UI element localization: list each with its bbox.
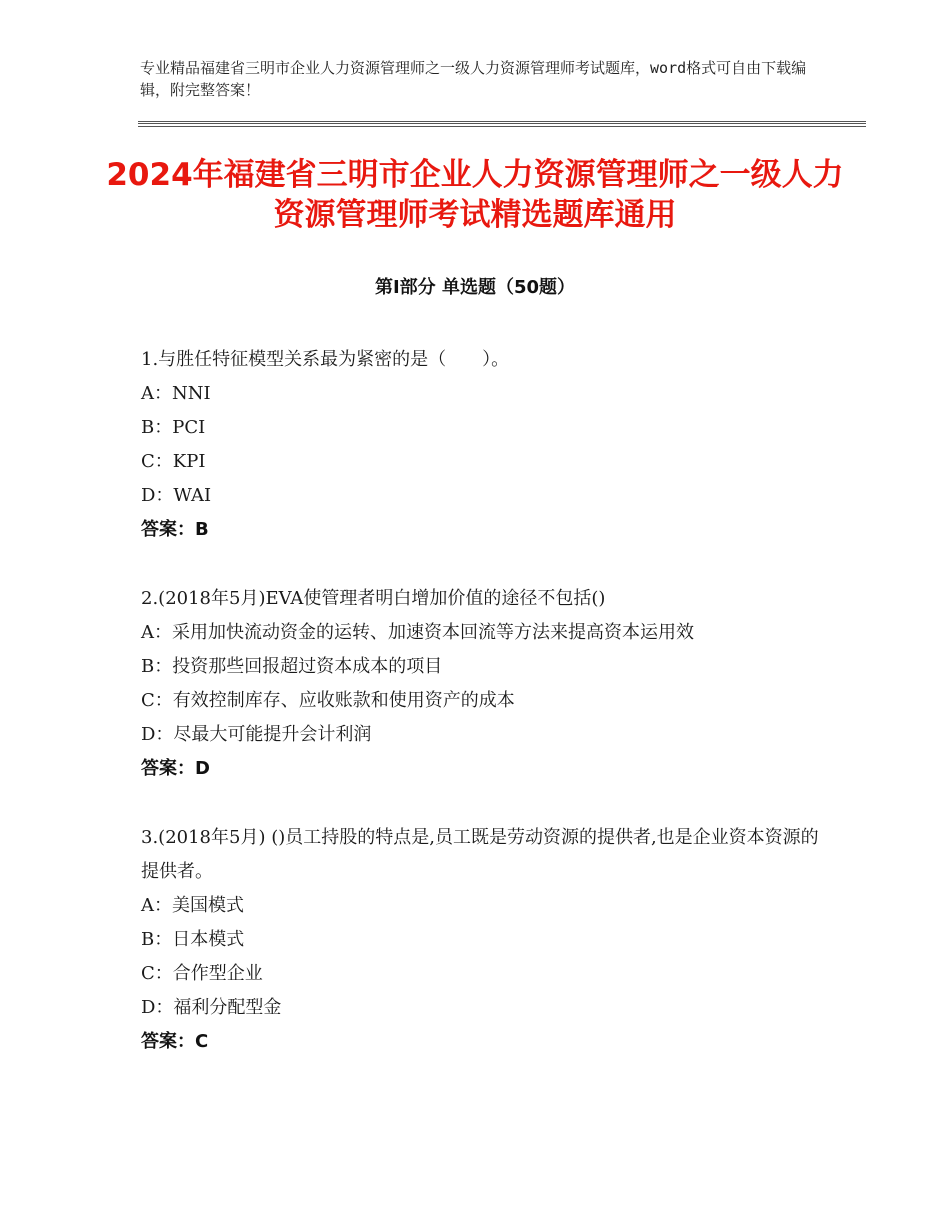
option-a: A：美国模式 [141, 895, 244, 916]
question-answer: 答案：B [141, 519, 209, 540]
question-answer: 答案：C [141, 1031, 209, 1052]
option-c: C：有效控制库存、应收账款和使用资产的成本 [141, 690, 515, 711]
question-stem: 2.(2018年5月)EVA使管理者明白增加价值的途径不包括() [141, 588, 606, 609]
option-b: B：日本模式 [141, 929, 245, 950]
header-note: 专业精品福建省三明市企业人力资源管理师之一级人力资源管理师考试题库，word格式可自由下载编辑，附完整答案！ [140, 59, 807, 99]
question-3 [141, 821, 831, 1059]
option-a: A：采用加快流动资金的运转、加速资本回流等方法来提高资本运用效 [141, 622, 694, 643]
option-d: D：WAI [141, 485, 212, 506]
question-1 [141, 343, 831, 547]
option-b: B：PCI [141, 417, 206, 438]
option-d: D：尽最大可能提升会计利润 [141, 724, 372, 745]
option-d: D：福利分配型金 [141, 997, 282, 1018]
option-c: C：KPI [141, 451, 206, 472]
question-list [141, 343, 831, 1094]
header-divider [138, 121, 866, 127]
question-answer: 答案：D [141, 758, 210, 779]
document-title: 2024年福建省三明市企业人力资源管理师之一级人力资源管理师考试精选题库通用 [106, 157, 844, 233]
option-c: C：合作型企业 [141, 963, 263, 984]
option-a: A：NNI [141, 383, 211, 404]
question-stem: 3.(2018年5月) ()员工持股的特点是,员工既是劳动资源的提供者,也是企业资本资源的提供者。 [141, 827, 819, 882]
option-b: B：投资那些回报超过资本成本的项目 [141, 656, 443, 677]
section-title: 第Ⅰ部分 单选题（50题） [374, 277, 575, 298]
question-stem: 1.与胜任特征模型关系最为紧密的是（ ）。 [141, 349, 510, 370]
question-2 [141, 582, 831, 786]
